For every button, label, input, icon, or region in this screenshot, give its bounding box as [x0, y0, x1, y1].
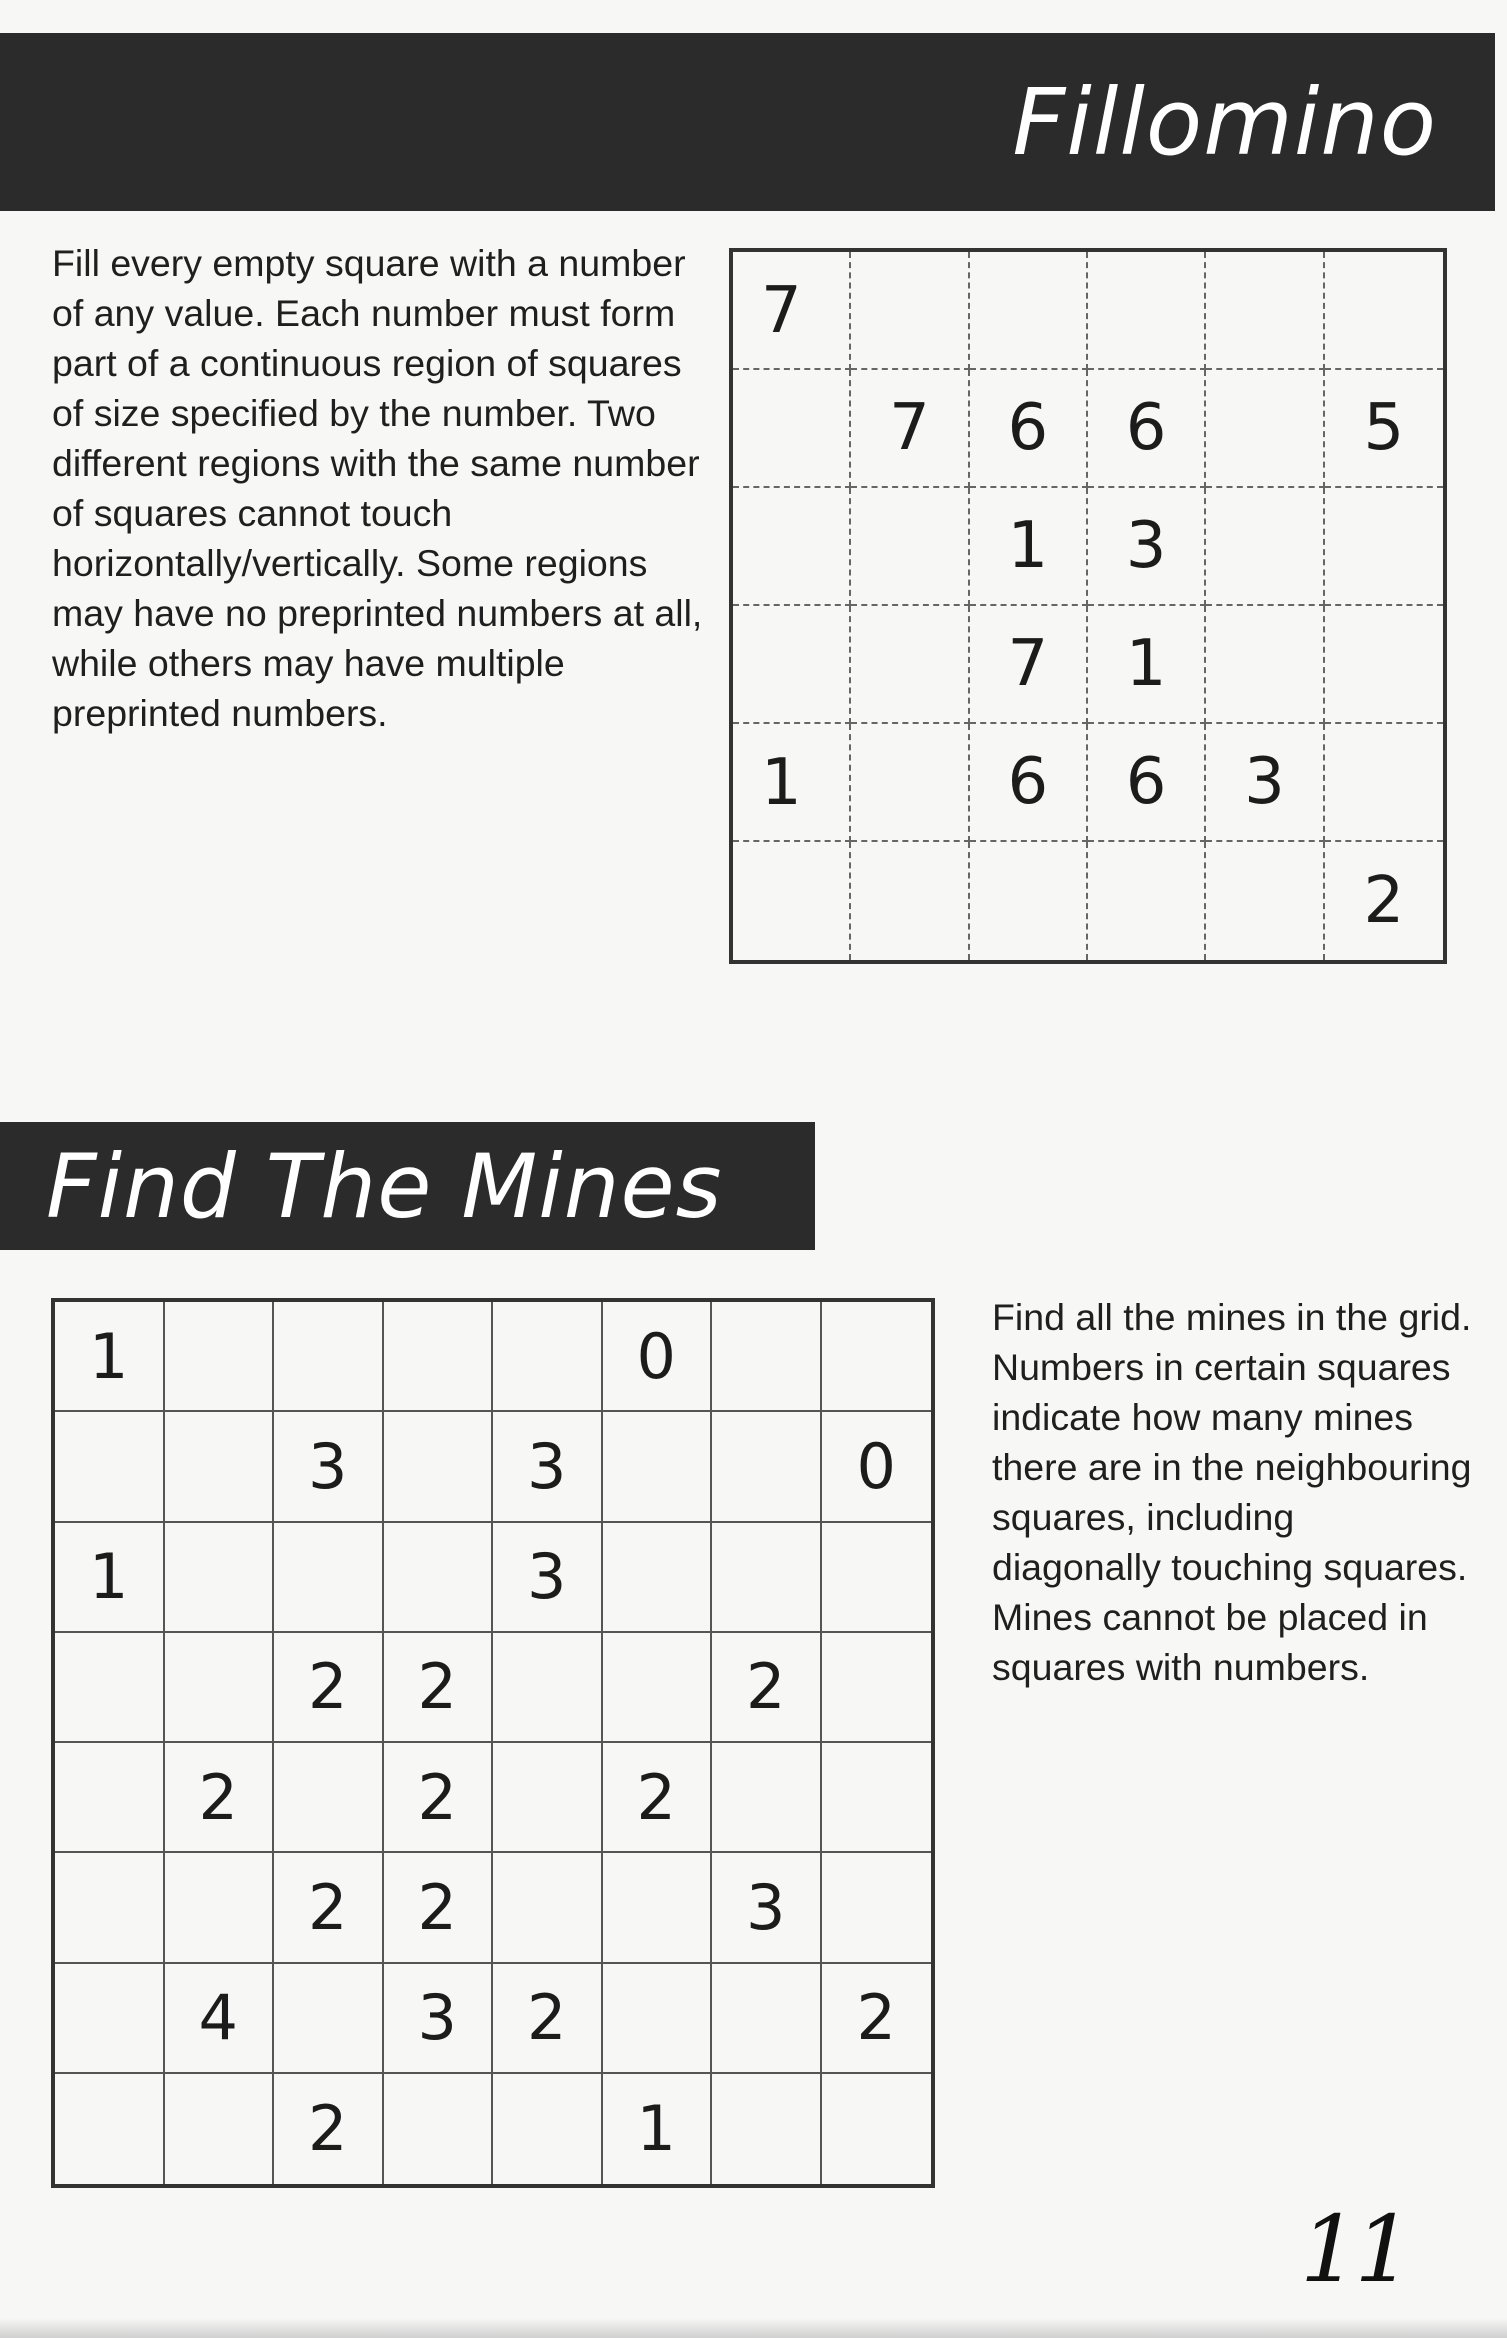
mines-cell-r3-c6[interactable] [603, 1523, 713, 1633]
fillomino-cell-r5-c5[interactable]: 3 [1206, 724, 1324, 842]
mines-cell-r3-c8[interactable] [822, 1523, 932, 1633]
mines-cell-r6-c1[interactable] [55, 1853, 165, 1963]
mines-cell-r5-c3[interactable] [274, 1743, 384, 1853]
mines-cell-r2-c8[interactable]: 0 [822, 1412, 932, 1522]
fillomino-cell-r3-c6[interactable] [1325, 488, 1443, 606]
mines-cell-r5-c4[interactable]: 2 [384, 1743, 494, 1853]
mines-cell-r2-c1[interactable] [55, 1412, 165, 1522]
fillomino-cell-r4-c1[interactable] [733, 606, 851, 724]
mines-cell-r8-c8[interactable] [822, 2074, 932, 2184]
mines-cell-r2-c2[interactable] [165, 1412, 275, 1522]
mines-cell-r5-c6[interactable]: 2 [603, 1743, 713, 1853]
mines-cell-r8-c5[interactable] [493, 2074, 603, 2184]
mines-cell-r5-c5[interactable] [493, 1743, 603, 1853]
mines-cell-r5-c8[interactable] [822, 1743, 932, 1853]
fillomino-cell-r5-c1[interactable]: 1 [733, 724, 851, 842]
mines-cell-r5-c7[interactable] [712, 1743, 822, 1853]
fillomino-cell-r4-c5[interactable] [1206, 606, 1324, 724]
mines-cell-r6-c2[interactable] [165, 1853, 275, 1963]
mines-cell-r2-c6[interactable] [603, 1412, 713, 1522]
fillomino-cell-r2-c6[interactable]: 5 [1325, 370, 1443, 488]
mines-cell-r6-c6[interactable] [603, 1853, 713, 1963]
fillomino-instructions: Fill every empty square with a number of any value. Each number must form part of a continuous region of squares of size specified by the number. Two different regions with the same number of squares cannot touch horizontally/vertically. Some regions may have no preprinted numbers at all, while others may have multiple preprinted numbers. [52, 242, 703, 734]
mines-cell-r7-c1[interactable] [55, 1964, 165, 2074]
mines-cell-r7-c7[interactable] [712, 1964, 822, 2074]
fillomino-cell-r6-c5[interactable] [1206, 842, 1324, 960]
mines-cell-r7-c6[interactable] [603, 1964, 713, 2074]
fillomino-cell-r5-c2[interactable] [851, 724, 969, 842]
mines-cell-r7-c5[interactable]: 2 [493, 1964, 603, 2074]
mines-instructions: Find all the mines in the grid. Numbers in certain squares indicate how many mines there are in the neighbouring squares, including diagonally touching squares. Mines cannot be placed in squares with numbers. [992, 1296, 1472, 1688]
mines-cell-r2-c4[interactable] [384, 1412, 494, 1522]
mines-cell-r4-c7[interactable]: 2 [712, 1633, 822, 1743]
mines-cell-r4-c2[interactable] [165, 1633, 275, 1743]
fillomino-grid [729, 248, 1447, 964]
fillomino-cell-r1-c4[interactable] [1088, 252, 1206, 370]
mines-cell-r6-c4[interactable]: 2 [384, 1853, 494, 1963]
mines-cell-r1-c1[interactable]: 1 [55, 1302, 165, 1412]
mines-cell-r1-c5[interactable] [493, 1302, 603, 1412]
fillomino-cell-r3-c3[interactable]: 1 [970, 488, 1088, 606]
mines-title: Find The Mines [46, 1134, 723, 1238]
mines-cell-r7-c4[interactable]: 3 [384, 1964, 494, 2074]
mines-cell-r8-c3[interactable]: 2 [274, 2074, 384, 2184]
mines-cell-r2-c3[interactable]: 3 [274, 1412, 384, 1522]
mines-cell-r1-c6[interactable]: 0 [603, 1302, 713, 1412]
mines-cell-r1-c8[interactable] [822, 1302, 932, 1412]
mines-cell-r6-c8[interactable] [822, 1853, 932, 1963]
fillomino-cell-r2-c2[interactable]: 7 [851, 370, 969, 488]
mines-cell-r4-c1[interactable] [55, 1633, 165, 1743]
fillomino-cell-r4-c4[interactable]: 1 [1088, 606, 1206, 724]
mines-cell-r5-c2[interactable]: 2 [165, 1743, 275, 1853]
fillomino-cell-r6-c1[interactable] [733, 842, 851, 960]
mines-cell-r1-c4[interactable] [384, 1302, 494, 1412]
mines-title-banner [0, 1122, 815, 1250]
fillomino-cell-r2-c5[interactable] [1206, 370, 1324, 488]
fillomino-cell-r6-c4[interactable] [1088, 842, 1206, 960]
fillomino-cell-r2-c3[interactable]: 6 [970, 370, 1088, 488]
fillomino-cell-r4-c3[interactable]: 7 [970, 606, 1088, 724]
mines-cell-r2-c5[interactable]: 3 [493, 1412, 603, 1522]
fillomino-cell-r6-c2[interactable] [851, 842, 969, 960]
fillomino-cell-r2-c1[interactable] [733, 370, 851, 488]
fillomino-title-banner [0, 33, 1495, 211]
mines-cell-r3-c2[interactable] [165, 1523, 275, 1633]
page-number: 11 [1300, 2196, 1410, 2303]
mines-cell-r3-c4[interactable] [384, 1523, 494, 1633]
fillomino-cell-r5-c6[interactable] [1325, 724, 1443, 842]
fillomino-cell-r1-c3[interactable] [970, 252, 1088, 370]
fillomino-cell-r3-c5[interactable] [1206, 488, 1324, 606]
mines-cell-r4-c3[interactable]: 2 [274, 1633, 384, 1743]
mines-cell-r8-c6[interactable]: 1 [603, 2074, 713, 2184]
mines-cell-r8-c2[interactable] [165, 2074, 275, 2184]
fillomino-cell-r6-c3[interactable] [970, 842, 1088, 960]
mines-cell-r1-c3[interactable] [274, 1302, 384, 1412]
mines-cell-r1-c7[interactable] [712, 1302, 822, 1412]
fillomino-cell-r3-c1[interactable] [733, 488, 851, 606]
mines-cell-r7-c2[interactable]: 4 [165, 1964, 275, 2074]
fillomino-cell-r1-c1[interactable]: 7 [733, 252, 851, 370]
mines-cell-r1-c2[interactable] [165, 1302, 275, 1412]
mines-cell-r8-c1[interactable] [55, 2074, 165, 2184]
mines-cell-r6-c3[interactable]: 2 [274, 1853, 384, 1963]
fillomino-cell-r1-c2[interactable] [851, 252, 969, 370]
mines-cell-r8-c7[interactable] [712, 2074, 822, 2184]
fillomino-cell-r2-c4[interactable]: 6 [1088, 370, 1206, 488]
fillomino-cell-r5-c4[interactable]: 6 [1088, 724, 1206, 842]
mines-cell-r6-c7[interactable]: 3 [712, 1853, 822, 1963]
mines-cell-r6-c5[interactable] [493, 1853, 603, 1963]
fillomino-cell-r1-c6[interactable] [1325, 252, 1443, 370]
fillomino-cell-r1-c5[interactable] [1206, 252, 1324, 370]
fillomino-cell-r3-c4[interactable]: 3 [1088, 488, 1206, 606]
mines-cell-r3-c5[interactable]: 3 [493, 1523, 603, 1633]
fillomino-title: Fillomino [1012, 68, 1437, 176]
mines-cell-r4-c8[interactable] [822, 1633, 932, 1743]
mines-cell-r7-c3[interactable] [274, 1964, 384, 2074]
mines-cell-r3-c3[interactable] [274, 1523, 384, 1633]
mines-cell-r4-c5[interactable] [493, 1633, 603, 1743]
mines-cell-r3-c7[interactable] [712, 1523, 822, 1633]
mines-grid [51, 1298, 935, 2188]
fillomino-cell-r3-c2[interactable] [851, 488, 969, 606]
mines-cell-r4-c4[interactable]: 2 [384, 1633, 494, 1743]
page-edge-shadow [0, 2318, 1507, 2338]
fillomino-cell-r5-c3[interactable]: 6 [970, 724, 1088, 842]
mines-cell-r3-c1[interactable]: 1 [55, 1523, 165, 1633]
fillomino-cell-r6-c6[interactable]: 2 [1363, 864, 1405, 938]
mines-cell-r2-c7[interactable] [712, 1412, 822, 1522]
fillomino-cell-r4-c6[interactable] [1325, 606, 1443, 724]
mines-cell-r5-c1[interactable] [55, 1743, 165, 1853]
fillomino-cell-r4-c2[interactable] [851, 606, 969, 724]
mines-cell-r7-c8[interactable]: 2 [822, 1964, 932, 2074]
mines-cell-r8-c4[interactable] [384, 2074, 494, 2184]
mines-cell-r4-c6[interactable] [603, 1633, 713, 1743]
